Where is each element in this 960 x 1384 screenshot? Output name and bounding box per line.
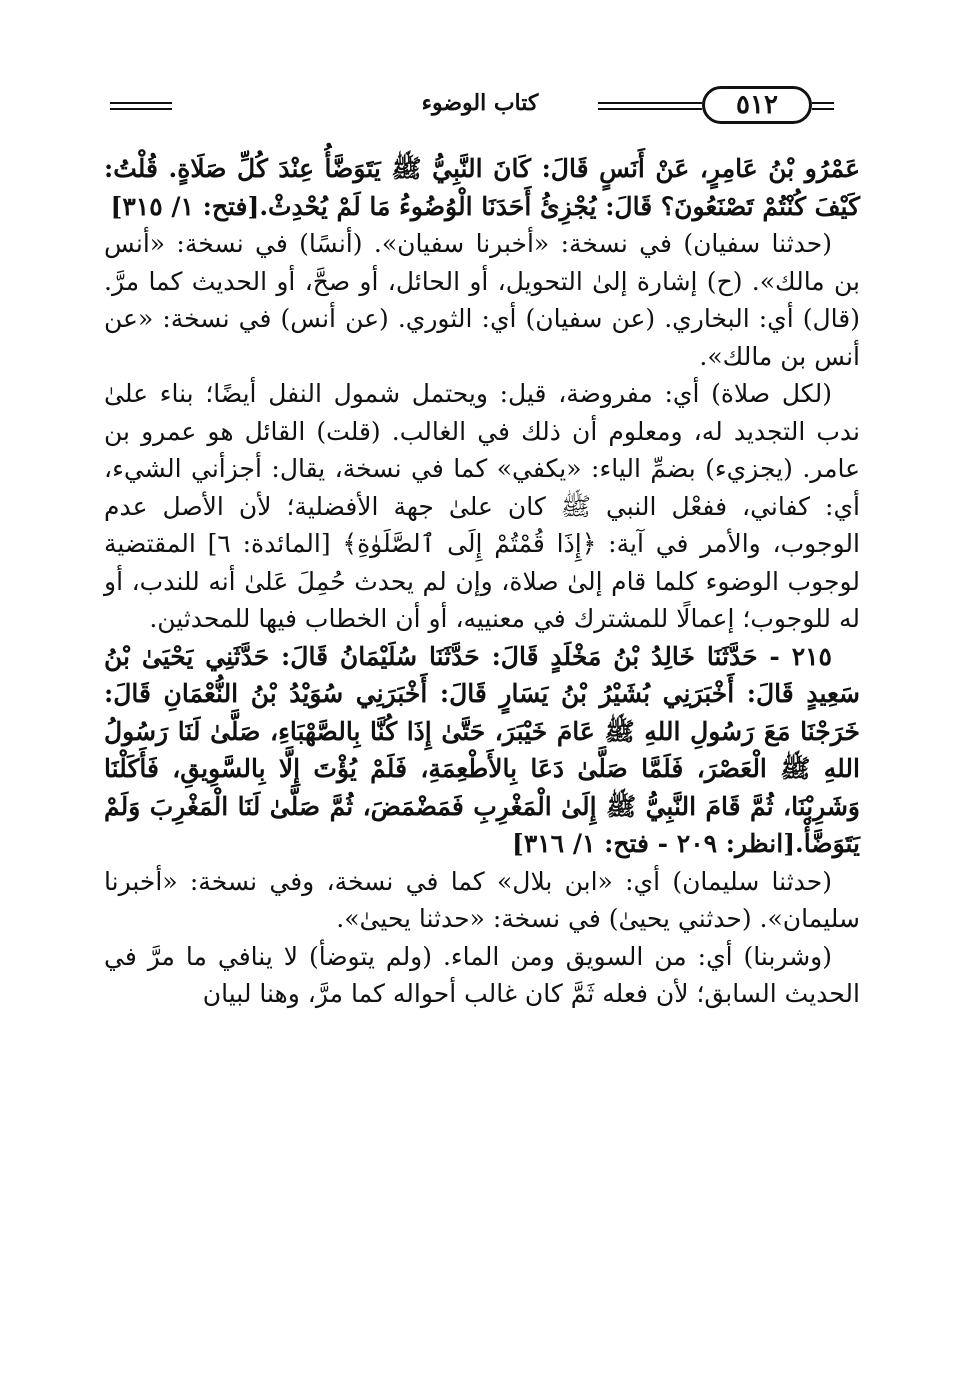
commentary-paragraph: (لكل صلاة) أي: مفروضة، قيل: ويحتمل شمول النفل أيضًا؛ بناء علىٰ ندب التجديد له، ومعلوم أن ذلك في الغالب. (قلت) القائل هو عمرو بن عامر. (يجزيء) بضمِّ الياء: «يكفي» كما في نسخة، يقال: أجزأني الشيء، أي: كفاني، ففعْل النبي ﷺ كان علىٰ جهة الأفضلية؛ لأن الأصل عدم الوجوب، والأمر في آية: ﴿إِذَا قُمْتُمْ إِلَى ٱلصَّلَوٰةِ﴾ [المائدة: ٦] المقتضية لوجوب الوضوء كلما قام إلىٰ صلاة، وإن لم يحدث حُمِلَ عَلىٰ أنه للندب، أو له للوجوب؛ إعمالًا للمشترك في معنييه، أو أن الخطاب فيها للمحدثين. (104, 379, 860, 633)
page-number: ٥١٢ (736, 90, 778, 120)
page-header (100, 84, 840, 140)
commentary-paragraph: (حدثنا سفيان) في نسخة: «أخبرنا سفيان». (أنسًا) في نسخة: «أنس بن مالك». (ح) إشارة إلىٰ التحويل، أو الحائل، أو صحَّ، أو الحديث كما مرَّ. (قال) أي: البخاري. (عن سفيان) أي: الثوري. (عن أنس) في نسخة: «عن أنس بن مالك». (104, 229, 860, 371)
commentary-paragraph: (وشربنا) أي: من السويق ومن الماء. (ولم يتوضأ) لا ينافي ما مرَّ في الحديث السابق؛ لأن فعله ثَمَّ كان غالب أحواله كما مرَّ، وهنا لبيان (104, 941, 860, 1008)
commentary-paragraph: (حدثنا سليمان) أي: «ابن بلال» كما في نسخة، وفي نسخة: «أخبرنا سليمان». (حدثني يحيىٰ) في نسخة: «حدثنا يحيىٰ». (104, 866, 860, 933)
hadith-text: عَمْرُو بْنُ عَامِرٍ، عَنْ أَنَسٍ قَالَ: كَانَ النَّبِيُّ ﷺ يَتَوَضَّأُ عِنْدَ كُلِّ صَلَاةٍ. قُلْتُ: كَيْفَ كُنْتُمْ تَصْنَعُونَ؟ قَالَ: يُجْزِئُ أَحَدَنَا الْوُضُوءُ مَا لَمْ يُحْدِثْ.[فتح: ١/ ٣١٥] (104, 154, 860, 221)
hadith-text: ٢١٥ - حَدَّثَنَا خَالِدُ بْنُ مَخْلَدٍ قَالَ: حَدَّثَنَا سُلَيْمَانُ قَالَ: حَدَّثَنِي يَحْيَىٰ بْنُ سَعِيدٍ قَالَ: أَخْبَرَنِي بُشَيْرُ بْنُ يَسَارٍ قَالَ: أَخْبَرَنِي سُوَيْدُ بْنُ النُّعْمَانِ قَالَ: خَرَجْنَا مَعَ رَسُولِ اللهِ ﷺ عَامَ خَيْبَرَ، حَتَّىٰ إِذَا كُنَّا بِالصَّهْبَاءِ، صَلَّىٰ لَنَا رَسُولُ اللهِ ﷺ الْعَصْرَ، فَلَمَّا صَلَّىٰ دَعَا بِالأَطْعِمَةِ، فَلَمْ يُؤْتَ إِلَّا بِالسَّوِيقِ، فَأَكَلْنَا وَشَرِبْنَا، ثُمَّ قَامَ النَّبِيُّ ﷺ إِلَىٰ الْمَغْرِبِ فَمَضْمَضَ، ثُمَّ صَلَّىٰ لَنَا الْمَغْرِبَ وَلَمْ يَتَوَضَّأْ.[انظر: ٢٠٩ - فتح: ١/ ٣١٦] (104, 641, 860, 858)
page-number-badge (702, 86, 812, 124)
header-rule-left (110, 102, 172, 110)
book-title: كتاب الوضوء (421, 90, 539, 116)
header-rule-right (812, 102, 834, 110)
page-body (104, 150, 860, 1013)
header-rule-middle (598, 102, 702, 110)
